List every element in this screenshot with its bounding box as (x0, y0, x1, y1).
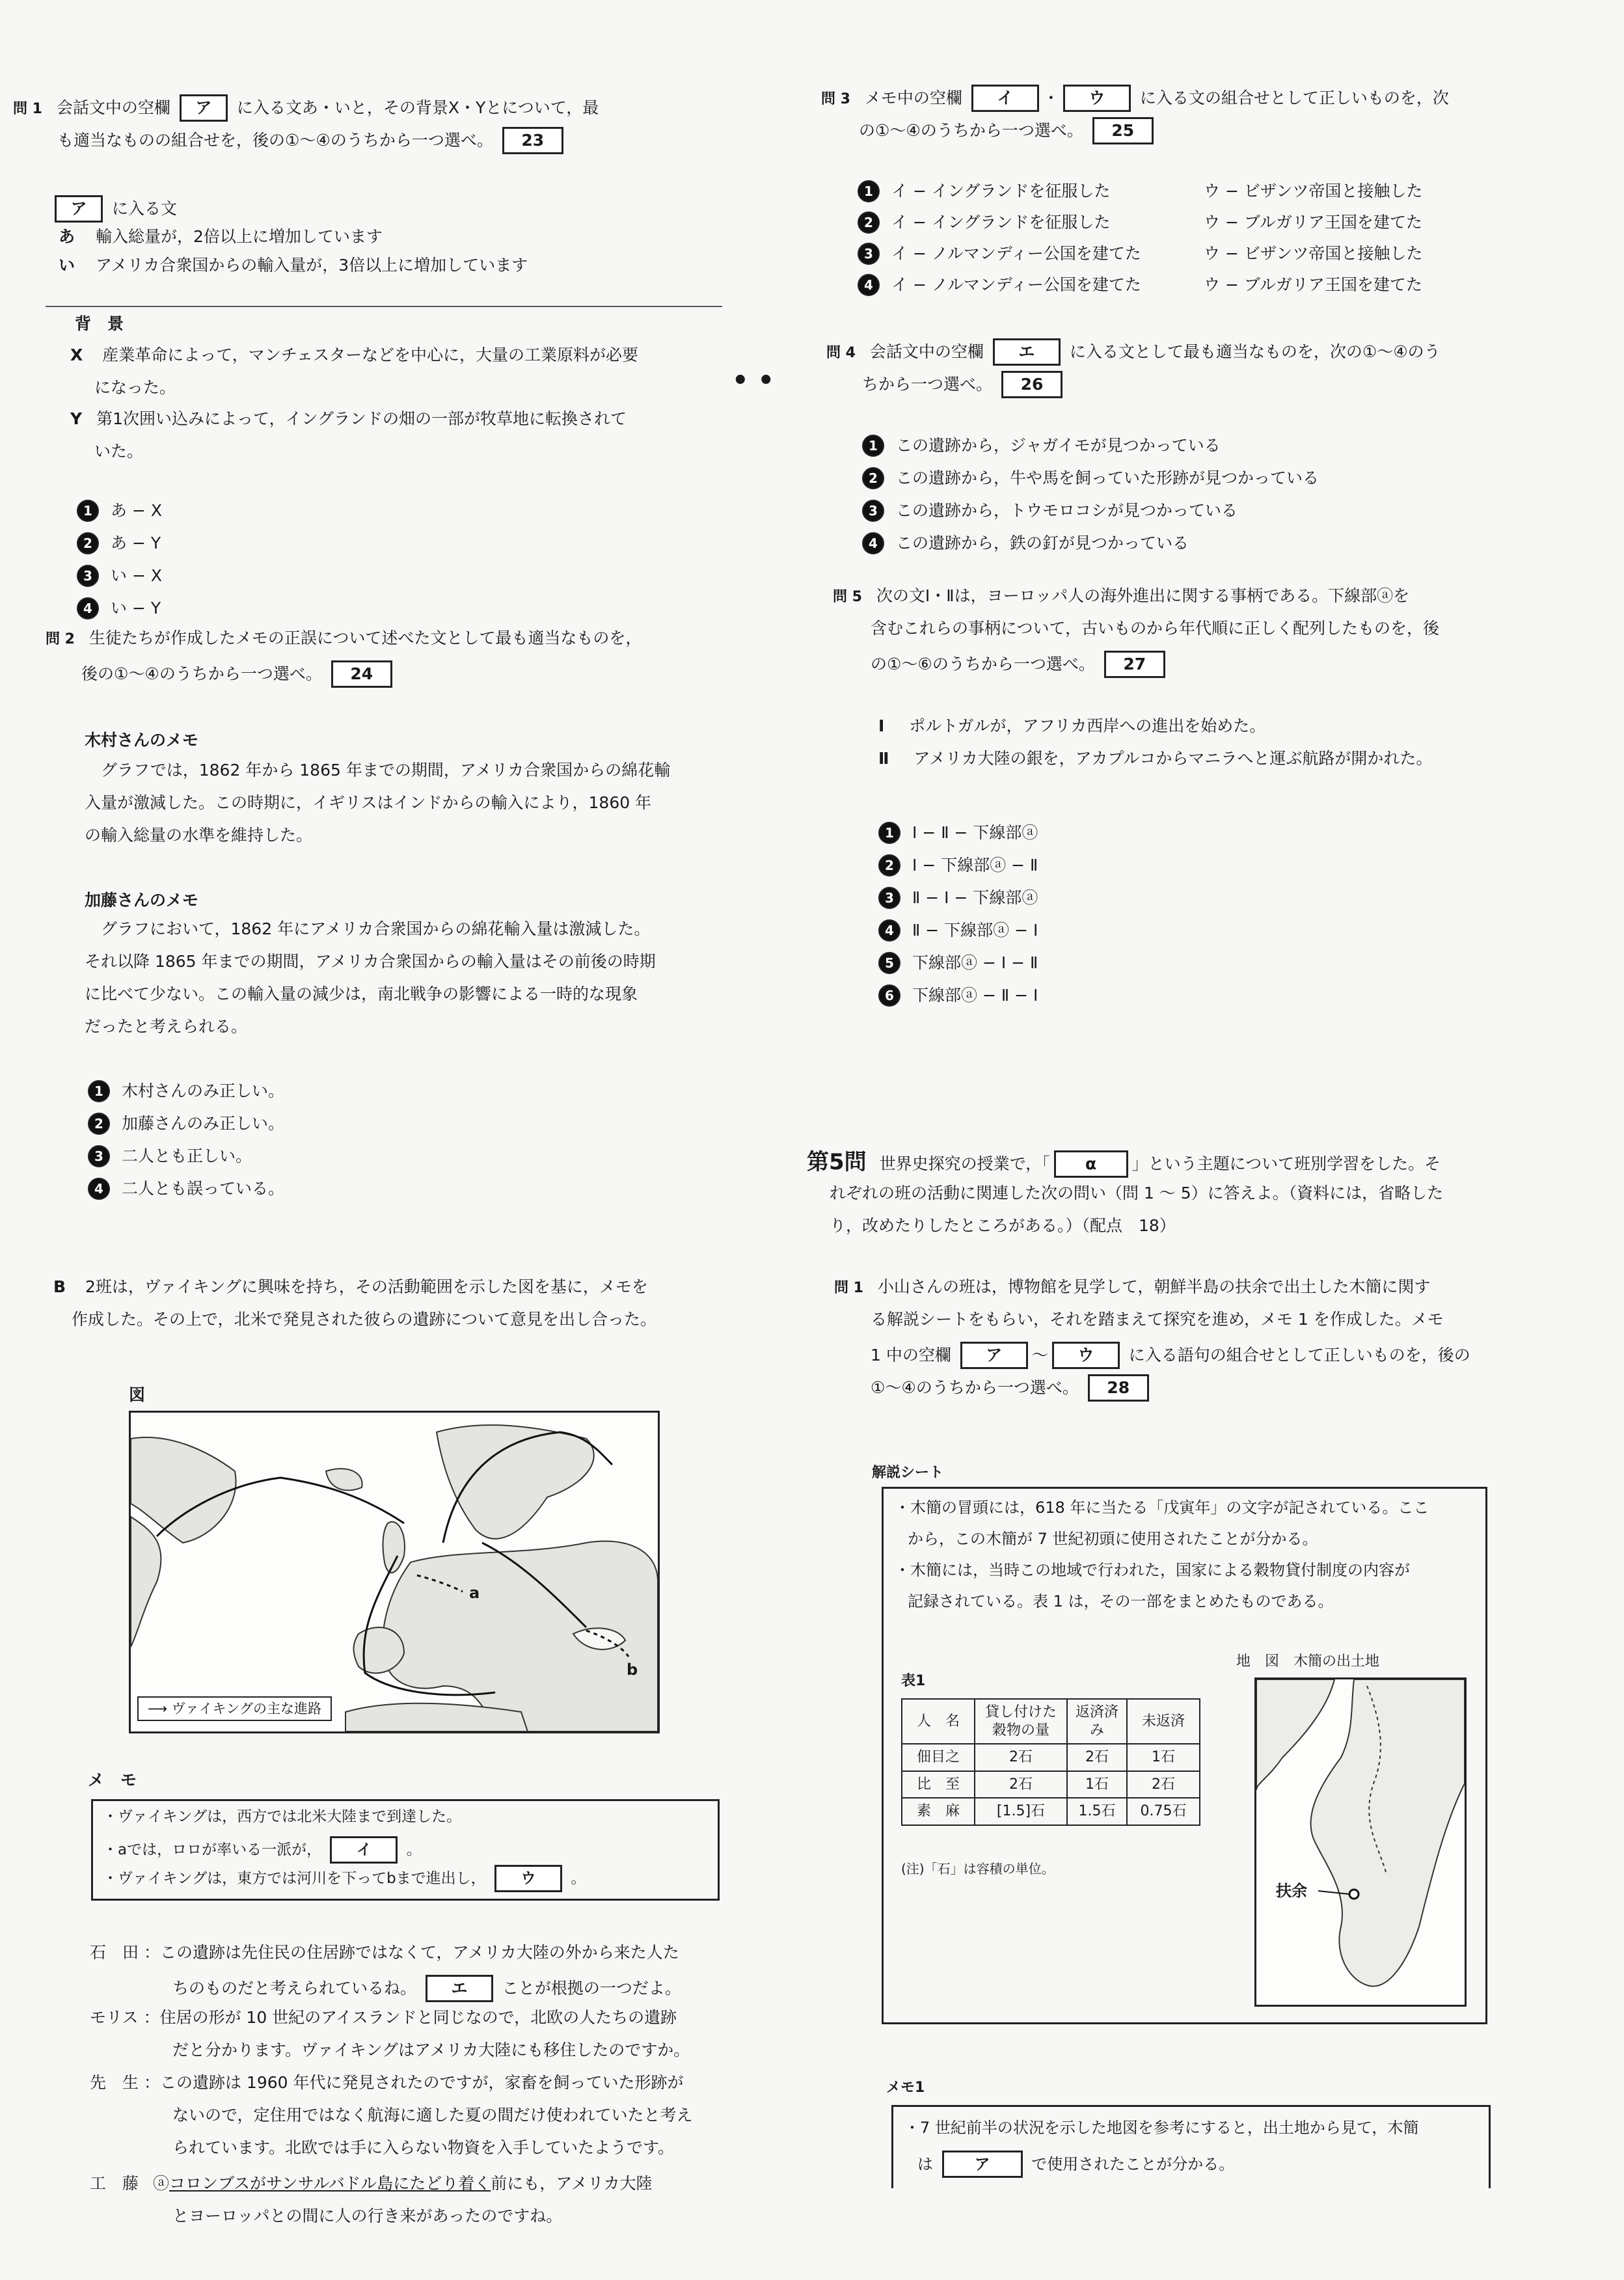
q5-answer-number: 27 (1104, 651, 1165, 678)
q1-option-2[interactable] (77, 527, 162, 560)
buyeo-marker (1349, 1890, 1359, 1899)
q2-options (88, 1075, 284, 1205)
q3-text-2: の①〜④のうちから一つ選べ。 (859, 121, 1083, 140)
q5-statement-1 (878, 716, 1265, 736)
option-text: Ⅱ − Ⅰ − 下線部ⓐ (912, 888, 1038, 908)
option-text: い − X (111, 566, 162, 586)
q1-header-box: ア (55, 195, 103, 223)
section5-line2: れぞれの班の活動に関連した次の問い（問 1 〜 5）に答えよ。（資料には，省略した (830, 1184, 1444, 1202)
q2-label: 問 2 (46, 631, 75, 647)
ishida-text-3: ことが根拠の一つだよ。 (502, 1979, 681, 1998)
table1-note: (注)「石」は容積の単位。 (901, 1861, 1055, 1877)
table-cell: 2石 (1127, 1771, 1200, 1798)
section5-text-b: 」という主題について班別学習をした。そ (1131, 1154, 1441, 1173)
table-header: 貸し付けた穀物の量 (975, 1699, 1067, 1744)
section5-title: 第5問 (807, 1149, 867, 1175)
statement-1-text: ポルトガルが，アフリカ西岸への進出を始めた。 (909, 716, 1266, 735)
option-text: い − Y (111, 599, 161, 618)
option-number-circle: 4 (858, 274, 880, 296)
q1-x-text: 産業革命によって，マンチェスターなどを中心に，大量の工業原料が必要 (102, 346, 638, 364)
option-number-circle: 2 (862, 467, 884, 489)
q1-option-1[interactable] (77, 495, 162, 527)
viking-memo-line3 (103, 1865, 586, 1892)
q1-blank-box: ア (180, 94, 228, 122)
q4-option-1[interactable] (862, 429, 1319, 462)
q2-option-2[interactable] (88, 1107, 284, 1140)
dialogue-teacher-1 (90, 2072, 684, 2093)
table-cell: 2石 (975, 1744, 1067, 1771)
option-text: あ − Y (111, 534, 161, 553)
option-text: 下線部ⓐ − Ⅱ − Ⅰ (912, 986, 1038, 1005)
q2-option-1[interactable] (88, 1075, 284, 1107)
q1-y-label: Y (70, 409, 83, 428)
option-text: 木村さんのみ正しい。 (122, 1081, 285, 1101)
q5-line1 (833, 586, 1409, 606)
sheet-line4: 記録されている。表 1 は，その一部をまとめたものである。 (908, 1592, 1334, 1610)
grain-loan-table (901, 1698, 1200, 1826)
center-dots: • • (732, 366, 775, 396)
q4-text-2: ちから一つ選べ。 (862, 375, 993, 394)
q3-answer-number: 25 (1092, 117, 1154, 144)
map-label-b: b (627, 1661, 638, 1679)
dialogue-morris-1 (90, 2007, 677, 2028)
q1-bg-x2: になった。 (94, 378, 176, 397)
s5q1-line3 (871, 1342, 1470, 1369)
table-cell: 2石 (1067, 1744, 1127, 1771)
table-cell: 1石 (1067, 1771, 1127, 1798)
table-cell: 2石 (975, 1771, 1067, 1798)
option-number-circle: 2 (77, 532, 99, 554)
q1-box-header (51, 195, 177, 223)
ishida-text-2: ちのものだと考えられているね。 (172, 1979, 417, 1998)
memo3-end: 。 (571, 1870, 586, 1887)
table-cell: 比 至 (902, 1771, 975, 1798)
s5q1-label: 問 1 (834, 1280, 863, 1296)
scandinavia-land (437, 1425, 594, 1539)
option-text: 二人とも誤っている。 (122, 1179, 285, 1199)
q5-statement-2 (878, 748, 1432, 768)
option-text-i: イ − イングランドを征服した (891, 213, 1111, 232)
table-cell: 1石 (1127, 1744, 1200, 1771)
table-row (902, 1744, 1200, 1771)
kimura-memo-line1: グラフでは，1862 年から 1865 年までの期間，アメリカ合衆国からの綿花輸 (101, 761, 671, 780)
section-b-line1 (53, 1277, 648, 1297)
s5q1-line2: る解説シートをもらい，それを踏まえて探究を進め，メモ 1 を作成した。メモ (871, 1310, 1444, 1329)
q4-option-4[interactable] (862, 527, 1319, 560)
dialogue-teacher-2: ないので，定住用ではなく航海に適した夏の間だけ使われていたと考え (172, 2106, 693, 2124)
q5-option-3[interactable] (878, 882, 1038, 914)
memo2-end: 。 (406, 1841, 422, 1858)
q3-options (858, 176, 1422, 301)
q4-label: 問 4 (826, 345, 856, 361)
q1-a-text: 輸入総量が，2倍以上に増加しています (95, 227, 383, 246)
s5q1-text: 小山さんの班は，博物館を見学して，朝鮮半島の扶余で出土した木簡に関す (877, 1277, 1431, 1296)
q4-text: 会話文中の空欄 (869, 342, 984, 361)
kato-memo-line1: グラフにおいて，1862 年にアメリカ合衆国からの綿花輸入量は激減した。 (101, 919, 651, 938)
option-text-i: イ − ノルマンディー公国を建てた (891, 244, 1141, 264)
q2-text-2: 後の①〜④のうちから一つ選べ。 (81, 664, 322, 683)
q1-line1 (13, 94, 599, 122)
q3-blank-i: イ (971, 85, 1039, 112)
dialogue-blank-e: エ (426, 1975, 493, 2002)
option-number-circle: 3 (862, 500, 884, 522)
dialogue-ishida-1 (90, 1942, 679, 1962)
q5-option-5[interactable] (878, 947, 1038, 979)
q2-option-4[interactable] (88, 1173, 284, 1205)
option-number-circle: 3 (77, 565, 99, 587)
s5q1-text-3b: に入る語句の組合せとして正しいものを，後の (1128, 1346, 1470, 1364)
sheet-line2: から，この木簡が 7 世紀初頭に使用されたことが分かる。 (908, 1530, 1318, 1548)
viking-memo-line2 (103, 1836, 422, 1864)
option-number-circle: 2 (878, 854, 900, 876)
option-text: 加藤さんのみ正しい。 (122, 1114, 285, 1133)
option-text-u: ウ − ビザンツ帝国と接触した (1204, 244, 1423, 264)
viking-map-drawing (131, 1413, 658, 1731)
korea-map (1254, 1677, 1467, 2007)
viking-memo-line1: ・ヴァイキングは，西方では北米大陸まで到達した。 (103, 1808, 462, 1825)
memo1-blank-a: ア (942, 2151, 1023, 2178)
q5-line2: 含むこれらの事柄について，古いものから年代順に正しく配列したものを，後 (871, 619, 1440, 638)
korea-map-drawing (1256, 1679, 1465, 2005)
memo-blank-u: ウ (494, 1865, 562, 1892)
speaker-morris: モリス (90, 2008, 139, 2027)
s5q1-text-4: ①〜④のうちから一つ選べ。 (871, 1378, 1079, 1397)
option-text: Ⅰ − 下線部ⓐ − Ⅱ (912, 856, 1038, 875)
table-cell: 0.75石 (1127, 1798, 1200, 1825)
option-number-circle: 3 (858, 243, 880, 265)
q1-sentence-i (59, 255, 528, 275)
option-text-u: ウ − ビザンツ帝国と接触した (1204, 182, 1423, 201)
section-b-text: 2班は，ヴァイキングに興味を持ち，その活動範囲を示した図を基に，メモを (85, 1277, 648, 1296)
section5-line1 (807, 1148, 1441, 1178)
greenland-land (131, 1437, 236, 1543)
memo1-line2 (917, 2151, 1234, 2178)
legend-text: ヴァイキングの主な進路 (171, 1701, 321, 1717)
table-header: 返済済み (1067, 1699, 1127, 1744)
q3-option-1[interactable] (858, 176, 1422, 207)
section-b-line2: 作成した。その上で，北米で発見された彼らの遺跡について意見を出し合った。 (72, 1310, 657, 1329)
kato-memo-line4: だったと考えられる。 (85, 1017, 248, 1036)
viking-map (129, 1411, 660, 1733)
table-row (902, 1771, 1200, 1798)
north-america-land (131, 1517, 161, 1647)
dialogue-ishida-2 (172, 1975, 681, 2002)
memo2-text: ・aでは，ロロが率いる一派が， (103, 1841, 322, 1858)
q5-text-3: の①〜⑥のうちから一つ選べ。 (871, 655, 1095, 673)
q3-label: 問 3 (821, 91, 850, 107)
q3-option-4[interactable] (858, 269, 1422, 301)
option-text: 二人とも正しい。 (122, 1147, 252, 1166)
option-text: この遺跡から，鉄の釘が見つかっている (896, 534, 1189, 553)
q1-header-text: に入る文 (111, 199, 177, 218)
dialogue-kudo-1 (90, 2173, 653, 2193)
memo3-text: ・ヴァイキングは，東方では河川を下ってbまで進出し， (103, 1870, 486, 1887)
memo-blank-i: イ (330, 1836, 398, 1864)
q3-text-b: に入る文の組合せとして正しいものを，次 (1139, 88, 1449, 107)
table1-wrapper (901, 1698, 1200, 1826)
s5q1-line4 (871, 1374, 1153, 1402)
figure-label: 図 (129, 1385, 146, 1404)
option-number-circle: 2 (88, 1113, 110, 1135)
theme-blank-alpha: α (1054, 1150, 1128, 1178)
table-row (902, 1798, 1200, 1825)
q1-bg-x (70, 345, 638, 365)
option-text-u: ウ − ブルガリア王国を建てた (1204, 275, 1422, 295)
underline-marker-a: ⓐ (152, 2174, 169, 2193)
iceland-land (326, 1469, 362, 1490)
q5-line3 (871, 651, 1169, 678)
option-text: Ⅱ − 下線部ⓐ − Ⅰ (912, 921, 1038, 940)
sheet-line1: ・木簡の冒頭には，618 年に当たる「戊寅年」の文字が記されている。ここ (895, 1499, 1429, 1517)
option-number-circle: 4 (77, 597, 99, 619)
q5-options (878, 817, 1038, 1012)
q1-bg-y2: いた。 (94, 442, 144, 461)
option-number-circle: 6 (878, 984, 900, 1007)
q4-option-3[interactable] (862, 495, 1319, 527)
q4-line2 (862, 371, 1066, 398)
sheet-title: 解説シート (872, 1465, 944, 1481)
option-text-i: イ − イングランドを征服した (891, 182, 1111, 201)
q1-text-b: に入る文あ・いと，その背景X・Yとについて，最 (236, 98, 599, 117)
table-cell: [1.5]石 (975, 1798, 1067, 1825)
kimura-memo-title: 木村さんのメモ (85, 731, 199, 750)
memo-title: メ モ (88, 1771, 137, 1789)
option-text: Ⅰ − Ⅱ − 下線部ⓐ (912, 823, 1038, 843)
map-label-a: a (469, 1584, 480, 1602)
q1-divider (46, 306, 722, 307)
s5q1-tilde: 〜 (1031, 1346, 1048, 1364)
option-text-u: ウ − ブルガリア王国を建てた (1204, 213, 1422, 232)
route-arrow-icon: ⟶ (148, 1701, 168, 1717)
q1-label: 問 1 (13, 101, 42, 117)
table-header: 人 名 (902, 1699, 975, 1744)
q1-a-label: あ (59, 227, 75, 246)
option-number-circle: 3 (878, 887, 900, 909)
s5q1-line1 (834, 1277, 1430, 1297)
option-text: あ − X (111, 501, 162, 521)
q3-option-2[interactable] (858, 207, 1422, 238)
q1-bg-y (70, 409, 627, 429)
s5q1-blank-u: ウ (1052, 1342, 1120, 1369)
option-number-circle: 4 (88, 1178, 110, 1200)
q3-option-3[interactable] (858, 238, 1422, 269)
section5-text: 世界史探究の授業で，「 (879, 1154, 1050, 1173)
kato-memo-line2: それ以降 1865 年までの期間，アメリカ合衆国からの輸入量はその前後の時期 (85, 952, 656, 971)
option-number-circle: 1 (77, 500, 99, 522)
table-header: 未返済 (1127, 1699, 1200, 1744)
kimura-memo-line3: の輸入総量の水準を維持した。 (85, 826, 313, 845)
map-title: 地 図 木簡の出土地 (1236, 1653, 1380, 1670)
q3-blank-u: ウ (1063, 85, 1131, 112)
table-header-row (902, 1699, 1200, 1744)
kimura-memo-line2: 入量が激減した。この時期に，イギリスはインドからの輸入により，1860 年 (85, 793, 652, 812)
q4-blank-e: エ (993, 338, 1061, 366)
option-text: この遺跡から，牛や馬を飼っていた形跡が見つかっている (896, 468, 1320, 488)
section5-line3: り，改めたりしたところがある。）（配点 18） (830, 1216, 1176, 1235)
q1-option-4[interactable] (77, 592, 162, 625)
option-number-circle: 1 (88, 1080, 110, 1102)
kato-memo-title: 加藤さんのメモ (85, 891, 199, 910)
memo1-line1: ・7 世紀前半の状況を示した地図を参考にすると，出土地から見て，木簡 (904, 2119, 1419, 2137)
q4-answer-number: 26 (1001, 371, 1062, 398)
option-text: 下線部ⓐ − Ⅰ − Ⅱ (912, 953, 1038, 973)
table-cell: 1.5石 (1067, 1798, 1127, 1825)
table-cell: 佃目之 (902, 1744, 975, 1771)
option-number-circle: 1 (858, 180, 880, 202)
teacher-text: ：この遺跡は 1960 年代に発見されたのですが，家畜を飼っていた形跡が (143, 2073, 684, 2092)
q1-background-title: 背 景 (75, 314, 124, 333)
q1-y-text: 第1次囲い込みによって，イングランドの畑の一部が牧草地に転換されて (96, 409, 627, 428)
option-number-circle: 4 (878, 919, 900, 942)
q2-line1 (46, 628, 642, 649)
morris-text: ：住居の形が 10 世紀のアイスランドと同じなので，北欧の人たちの遺跡 (143, 2008, 677, 2027)
q3-sep: ・ (1042, 88, 1059, 107)
statement-2-label: Ⅱ (878, 749, 889, 768)
option-text-i: イ − ノルマンディー公国を建てた (891, 275, 1141, 295)
kato-memo-line3: に比べて少ない。この輸入量の減少は，南北戦争の影響による一時的な現象 (85, 984, 638, 1003)
q1-text-2: も適当なものの組合せを，後の①〜④のうちから一つ選べ。 (57, 131, 493, 150)
option-number-circle: 3 (88, 1145, 110, 1167)
dialogue-kudo-2: とヨーロッパとの間に人の行き来があったのですね。 (172, 2206, 563, 2225)
speaker-teacher: 先 生 (90, 2073, 139, 2092)
option-number-circle: 4 (862, 532, 884, 554)
buyeo-label: 扶余 (1276, 1882, 1307, 1900)
q1-i-text: アメリカ合衆国からの輸入量が，3倍以上に増加しています (95, 256, 528, 275)
q2-text: 生徒たちが作成したメモの正誤について述べた文として最も適当なものを， (88, 629, 642, 647)
kudo-text: 前にも，アメリカ大陸 (491, 2174, 653, 2193)
q4-options (862, 429, 1319, 560)
sheet-line3: ・木簡には，当時この地域で行われた，国家による穀物貸付制度の内容が (895, 1561, 1410, 1579)
q2-line2 (81, 660, 396, 688)
q5-option-1[interactable] (878, 817, 1038, 849)
q4-option-2[interactable] (862, 462, 1319, 495)
q1-line2 (57, 127, 567, 154)
s5q1-text-3: 1 中の空欄 (871, 1346, 951, 1364)
q1-sentence-a (59, 226, 383, 247)
memo1-text-pre: は (917, 2155, 933, 2173)
q1-options (77, 495, 162, 625)
option-text: この遺跡から，トウモロコシが見つかっている (896, 501, 1238, 521)
memo1-text-post: で使用されたことが分かる。 (1031, 2155, 1235, 2173)
china-coast-land (1256, 1679, 1334, 1790)
q5-option-6[interactable] (878, 979, 1038, 1012)
statement-2-text: アメリカ大陸の銀を，アカプルコからマニラへと運ぶ航路が開かれた。 (914, 749, 1433, 768)
s5q1-answer-number: 28 (1088, 1374, 1149, 1402)
map-legend (137, 1696, 332, 1721)
q4-text-b: に入る文として最も適当なものを，次の①〜④のう (1069, 342, 1441, 361)
table-cell: 素 麻 (902, 1798, 975, 1825)
dialogue-morris-2: だと分かります。ヴァイキングはアメリカ大陸にも移住したのですか。 (172, 2041, 690, 2059)
q1-option-3[interactable] (77, 560, 162, 592)
option-number-circle: 2 (858, 211, 880, 234)
option-text: この遺跡から，ジャガイモが見つかっている (896, 436, 1221, 455)
ishida-text: ：この遺跡は先住民の住居跡ではなくて，アメリカ大陸の外から来た人た (143, 1943, 679, 1962)
korea-peninsula-land (1311, 1679, 1465, 1987)
table1-title: 表1 (901, 1673, 926, 1689)
q1-text: 会話文中の空欄 (56, 98, 170, 117)
option-number-circle: 5 (878, 952, 900, 974)
q5-text: 次の文Ⅰ・Ⅱは，ヨーロッパ人の海外進出に関する事柄である。下線部ⓐを (876, 586, 1410, 605)
speaker-ishida: 石 田 (90, 1943, 139, 1962)
q3-line1 (821, 85, 1449, 112)
option-number-circle: 1 (878, 822, 900, 844)
dialogue-teacher-3: られています。北欧では手に入らない物資を入手していたようです。 (172, 2138, 675, 2157)
q5-option-4[interactable] (878, 914, 1038, 947)
q4-line1 (826, 338, 1441, 366)
option-number-circle: 1 (862, 435, 884, 457)
q1-x-label: X (70, 346, 83, 364)
section-b-label: B (53, 1277, 66, 1296)
kudo-underlined-text: コロンブスがサンサルバドル島にたどり着く (169, 2174, 491, 2193)
q3-text: メモ中の空欄 (864, 88, 962, 107)
s5q1-blank-a: ア (960, 1342, 1028, 1369)
q1-answer-number: 23 (502, 127, 563, 154)
q1-i-label: い (59, 256, 75, 275)
q5-label: 問 5 (833, 589, 862, 605)
q3-line2 (859, 117, 1157, 144)
memo1-title: メモ1 (886, 2080, 925, 2096)
statement-1-label: Ⅰ (878, 716, 885, 735)
q2-answer-number: 24 (331, 660, 392, 688)
q2-option-3[interactable] (88, 1140, 284, 1173)
q5-option-2[interactable] (878, 849, 1038, 882)
speaker-kudo: 工 藤 (90, 2174, 139, 2193)
